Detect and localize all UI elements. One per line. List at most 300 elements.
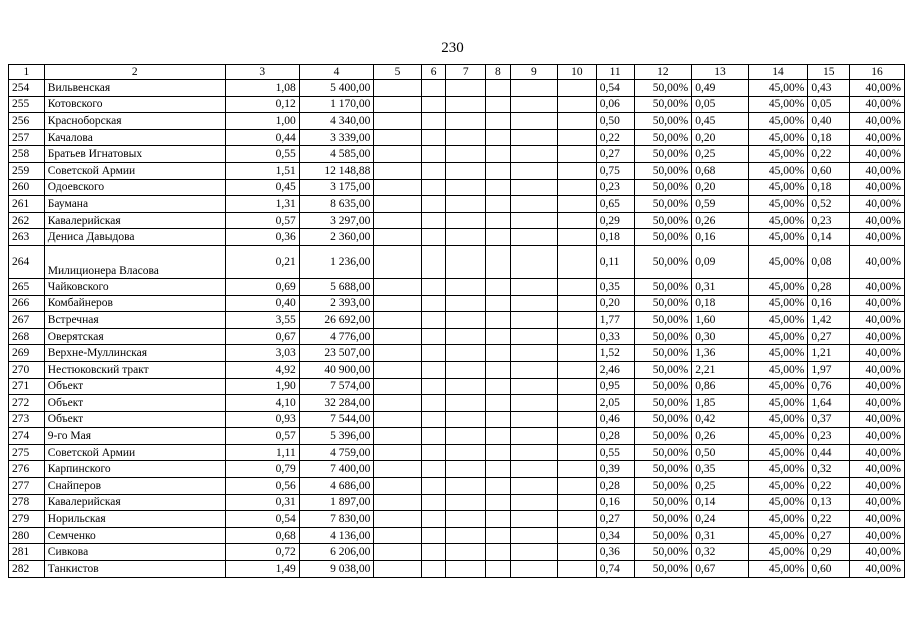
- empty-cell: [446, 544, 486, 561]
- value-cell: 1,90: [225, 378, 299, 395]
- empty-cell: [558, 444, 597, 461]
- value-cell: 0,40: [808, 113, 850, 130]
- value-cell: 50,00%: [634, 295, 692, 312]
- value-cell: 1,42: [808, 312, 850, 329]
- value-cell: 0,18: [808, 179, 850, 196]
- empty-cell: [485, 229, 510, 246]
- empty-cell: [558, 129, 597, 146]
- data-table: [8, 64, 905, 578]
- value-cell: 45,00%: [748, 428, 808, 445]
- column-number-cell: 5: [374, 65, 421, 80]
- empty-cell: [558, 80, 597, 97]
- empty-cell: [446, 179, 486, 196]
- value-cell: 0,50: [596, 113, 634, 130]
- value-cell: 0,22: [808, 146, 850, 163]
- empty-cell: [510, 494, 557, 511]
- empty-cell: [485, 444, 510, 461]
- table-row: [9, 544, 905, 561]
- value-cell: 0,68: [692, 162, 748, 179]
- value-cell: 0,34: [596, 527, 634, 544]
- row-number-cell: 275: [9, 444, 45, 461]
- value-cell: 45,00%: [748, 461, 808, 478]
- empty-cell: [374, 129, 421, 146]
- value-cell: 45,00%: [748, 328, 808, 345]
- empty-cell: [485, 345, 510, 362]
- empty-cell: [510, 312, 557, 329]
- value-cell: 50,00%: [634, 328, 692, 345]
- row-number-cell: 278: [9, 494, 45, 511]
- value-cell: 1,49: [225, 561, 299, 578]
- value-cell: 0,35: [692, 461, 748, 478]
- value-cell: 4,10: [225, 395, 299, 412]
- row-number-cell: 263: [9, 229, 45, 246]
- empty-cell: [510, 229, 557, 246]
- value-cell: 0,12: [225, 96, 299, 113]
- empty-cell: [446, 444, 486, 461]
- value-cell: 50,00%: [634, 146, 692, 163]
- value-cell: 50,00%: [634, 196, 692, 213]
- value-cell: 0,86: [692, 378, 748, 395]
- column-number-cell: 2: [44, 65, 225, 80]
- value-cell: 3 175,00: [299, 179, 374, 196]
- empty-cell: [374, 196, 421, 213]
- empty-cell: [374, 229, 421, 246]
- column-number-cell: 16: [850, 65, 905, 80]
- value-cell: 8 635,00: [299, 196, 374, 213]
- street-name-cell: Норильская: [44, 511, 225, 528]
- value-cell: 45,00%: [748, 544, 808, 561]
- table-row: [9, 212, 905, 229]
- value-cell: 40,00%: [850, 312, 905, 329]
- row-number-cell: 279: [9, 511, 45, 528]
- column-number-cell: 10: [558, 65, 597, 80]
- value-cell: 0,20: [692, 179, 748, 196]
- empty-cell: [446, 328, 486, 345]
- column-number-cell: 4: [299, 65, 374, 80]
- value-cell: 0,36: [596, 544, 634, 561]
- value-cell: 0,37: [808, 411, 850, 428]
- value-cell: 3,03: [225, 345, 299, 362]
- value-cell: 0,28: [596, 428, 634, 445]
- empty-cell: [446, 361, 486, 378]
- column-number-cell: 9: [510, 65, 557, 80]
- empty-cell: [510, 511, 557, 528]
- row-number-cell: 260: [9, 179, 45, 196]
- empty-cell: [421, 511, 446, 528]
- empty-cell: [446, 245, 486, 278]
- value-cell: 1,85: [692, 395, 748, 412]
- table-row: [9, 561, 905, 578]
- empty-cell: [421, 212, 446, 229]
- table-row: [9, 345, 905, 362]
- value-cell: 40,00%: [850, 113, 905, 130]
- value-cell: 5 400,00: [299, 80, 374, 97]
- street-name-cell: Качалова: [44, 129, 225, 146]
- table-row: [9, 378, 905, 395]
- empty-cell: [374, 328, 421, 345]
- value-cell: 40,00%: [850, 478, 905, 495]
- value-cell: 0,27: [808, 527, 850, 544]
- row-number-cell: 261: [9, 196, 45, 213]
- value-cell: 0,23: [596, 179, 634, 196]
- value-cell: 0,05: [692, 96, 748, 113]
- empty-cell: [558, 561, 597, 578]
- value-cell: 40,00%: [850, 129, 905, 146]
- value-cell: 0,36: [225, 229, 299, 246]
- empty-cell: [558, 345, 597, 362]
- value-cell: 0,27: [596, 146, 634, 163]
- value-cell: 50,00%: [634, 561, 692, 578]
- value-cell: 40,00%: [850, 561, 905, 578]
- empty-cell: [558, 295, 597, 312]
- empty-cell: [421, 229, 446, 246]
- value-cell: 0,55: [225, 146, 299, 163]
- street-name-cell: Сивкова: [44, 544, 225, 561]
- value-cell: 1,97: [808, 361, 850, 378]
- empty-cell: [421, 461, 446, 478]
- value-cell: 45,00%: [748, 96, 808, 113]
- value-cell: 0,25: [692, 146, 748, 163]
- street-name-cell: 9-го Мая: [44, 428, 225, 445]
- value-cell: 50,00%: [634, 361, 692, 378]
- empty-cell: [421, 478, 446, 495]
- empty-cell: [421, 494, 446, 511]
- value-cell: 50,00%: [634, 378, 692, 395]
- value-cell: 50,00%: [634, 278, 692, 295]
- value-cell: 45,00%: [748, 196, 808, 213]
- row-number-cell: 258: [9, 146, 45, 163]
- value-cell: 45,00%: [748, 80, 808, 97]
- empty-cell: [558, 511, 597, 528]
- value-cell: 0,11: [596, 245, 634, 278]
- street-name-cell: Вильвенская: [44, 80, 225, 97]
- empty-cell: [558, 544, 597, 561]
- value-cell: 0,28: [596, 478, 634, 495]
- row-number-cell: 273: [9, 411, 45, 428]
- value-cell: 45,00%: [748, 129, 808, 146]
- value-cell: 0,45: [225, 179, 299, 196]
- empty-cell: [374, 527, 421, 544]
- empty-cell: [485, 278, 510, 295]
- empty-cell: [421, 444, 446, 461]
- empty-cell: [558, 361, 597, 378]
- value-cell: 45,00%: [748, 162, 808, 179]
- empty-cell: [374, 561, 421, 578]
- empty-cell: [374, 378, 421, 395]
- empty-cell: [558, 428, 597, 445]
- empty-cell: [510, 196, 557, 213]
- value-cell: 50,00%: [634, 229, 692, 246]
- value-cell: 0,44: [225, 129, 299, 146]
- empty-cell: [374, 494, 421, 511]
- value-cell: 26 692,00: [299, 312, 374, 329]
- column-number-cell: 3: [225, 65, 299, 80]
- value-cell: 40,00%: [850, 411, 905, 428]
- value-cell: 0,33: [596, 328, 634, 345]
- value-cell: 50,00%: [634, 245, 692, 278]
- value-cell: 1 897,00: [299, 494, 374, 511]
- value-cell: 0,20: [596, 295, 634, 312]
- value-cell: 0,08: [808, 245, 850, 278]
- value-cell: 40,00%: [850, 245, 905, 278]
- table-row: [9, 96, 905, 113]
- value-cell: 0,54: [596, 80, 634, 97]
- value-cell: 45,00%: [748, 312, 808, 329]
- empty-cell: [374, 411, 421, 428]
- value-cell: 0,30: [692, 328, 748, 345]
- empty-cell: [446, 229, 486, 246]
- empty-cell: [446, 146, 486, 163]
- value-cell: 0,06: [596, 96, 634, 113]
- value-cell: 0,50: [692, 444, 748, 461]
- value-cell: 50,00%: [634, 527, 692, 544]
- empty-cell: [374, 162, 421, 179]
- value-cell: 40,00%: [850, 179, 905, 196]
- value-cell: 0,09: [692, 245, 748, 278]
- empty-cell: [421, 295, 446, 312]
- column-number-cell: 1: [9, 65, 45, 80]
- empty-cell: [510, 428, 557, 445]
- table-row: [9, 295, 905, 312]
- empty-cell: [421, 361, 446, 378]
- street-name-cell: Одоевского: [44, 179, 225, 196]
- empty-cell: [446, 113, 486, 130]
- value-cell: 45,00%: [748, 395, 808, 412]
- value-cell: 2 360,00: [299, 229, 374, 246]
- value-cell: 50,00%: [634, 80, 692, 97]
- value-cell: 0,16: [808, 295, 850, 312]
- column-number-cell: 11: [596, 65, 634, 80]
- value-cell: 0,74: [596, 561, 634, 578]
- empty-cell: [485, 361, 510, 378]
- column-number-cell: 12: [634, 65, 692, 80]
- value-cell: 0,40: [225, 295, 299, 312]
- table-row: [9, 245, 905, 278]
- empty-cell: [510, 544, 557, 561]
- street-name-cell: Снайперов: [44, 478, 225, 495]
- empty-cell: [421, 245, 446, 278]
- value-cell: 3 297,00: [299, 212, 374, 229]
- street-name-cell: Танкистов: [44, 561, 225, 578]
- empty-cell: [446, 345, 486, 362]
- empty-cell: [510, 478, 557, 495]
- table-row: [9, 328, 905, 345]
- column-number-cell: 14: [748, 65, 808, 80]
- value-cell: 40,00%: [850, 328, 905, 345]
- empty-cell: [374, 428, 421, 445]
- street-name-cell: Братьев Игнатовых: [44, 146, 225, 163]
- empty-cell: [558, 395, 597, 412]
- empty-cell: [374, 544, 421, 561]
- empty-cell: [374, 312, 421, 329]
- value-cell: 0,24: [692, 511, 748, 528]
- value-cell: 50,00%: [634, 129, 692, 146]
- table-row: [9, 80, 905, 97]
- empty-cell: [446, 278, 486, 295]
- value-cell: 0,27: [596, 511, 634, 528]
- empty-cell: [558, 113, 597, 130]
- row-number-cell: 277: [9, 478, 45, 495]
- empty-cell: [446, 312, 486, 329]
- value-cell: 0,31: [692, 527, 748, 544]
- table-row: [9, 179, 905, 196]
- street-name-cell: Советской Армии: [44, 444, 225, 461]
- empty-cell: [374, 80, 421, 97]
- empty-cell: [374, 179, 421, 196]
- street-name-cell: Чайковского: [44, 278, 225, 295]
- table-row: [9, 146, 905, 163]
- empty-cell: [446, 378, 486, 395]
- empty-cell: [558, 461, 597, 478]
- empty-cell: [485, 328, 510, 345]
- empty-cell: [485, 96, 510, 113]
- value-cell: 50,00%: [634, 478, 692, 495]
- table-row: [9, 411, 905, 428]
- value-cell: 0,20: [692, 129, 748, 146]
- value-cell: 0,60: [808, 561, 850, 578]
- empty-cell: [510, 129, 557, 146]
- value-cell: 4 759,00: [299, 444, 374, 461]
- value-cell: 1,51: [225, 162, 299, 179]
- value-cell: 45,00%: [748, 361, 808, 378]
- value-cell: 40 900,00: [299, 361, 374, 378]
- empty-cell: [374, 212, 421, 229]
- empty-cell: [421, 328, 446, 345]
- row-number-cell: 264: [9, 245, 45, 278]
- empty-cell: [446, 478, 486, 495]
- empty-cell: [558, 312, 597, 329]
- row-number-cell: 280: [9, 527, 45, 544]
- empty-cell: [421, 146, 446, 163]
- empty-cell: [558, 478, 597, 495]
- value-cell: 7 574,00: [299, 378, 374, 395]
- empty-cell: [485, 179, 510, 196]
- empty-cell: [558, 245, 597, 278]
- value-cell: 0,45: [692, 113, 748, 130]
- value-cell: 40,00%: [850, 212, 905, 229]
- empty-cell: [446, 527, 486, 544]
- value-cell: 45,00%: [748, 527, 808, 544]
- empty-cell: [558, 378, 597, 395]
- value-cell: 0,21: [225, 245, 299, 278]
- empty-cell: [558, 196, 597, 213]
- value-cell: 0,22: [808, 511, 850, 528]
- value-cell: 0,23: [808, 428, 850, 445]
- value-cell: 1,21: [808, 345, 850, 362]
- value-cell: 0,27: [808, 328, 850, 345]
- value-cell: 0,56: [225, 478, 299, 495]
- empty-cell: [510, 411, 557, 428]
- empty-cell: [510, 444, 557, 461]
- empty-cell: [374, 395, 421, 412]
- table-row: [9, 395, 905, 412]
- row-number-cell: 282: [9, 561, 45, 578]
- empty-cell: [374, 444, 421, 461]
- empty-cell: [485, 544, 510, 561]
- value-cell: 1,08: [225, 80, 299, 97]
- street-name-cell: Красноборская: [44, 113, 225, 130]
- table-row: [9, 113, 905, 130]
- value-cell: 0,16: [692, 229, 748, 246]
- empty-cell: [421, 312, 446, 329]
- value-cell: 45,00%: [748, 561, 808, 578]
- value-cell: 40,00%: [850, 295, 905, 312]
- row-number-cell: 255: [9, 96, 45, 113]
- value-cell: 1 170,00: [299, 96, 374, 113]
- value-cell: 0,65: [596, 196, 634, 213]
- empty-cell: [374, 245, 421, 278]
- empty-cell: [485, 511, 510, 528]
- empty-cell: [510, 278, 557, 295]
- value-cell: 50,00%: [634, 461, 692, 478]
- value-cell: 5 688,00: [299, 278, 374, 295]
- empty-cell: [510, 80, 557, 97]
- value-cell: 2,21: [692, 361, 748, 378]
- empty-cell: [421, 527, 446, 544]
- value-cell: 0,13: [808, 494, 850, 511]
- empty-cell: [485, 196, 510, 213]
- row-number-cell: 268: [9, 328, 45, 345]
- empty-cell: [510, 179, 557, 196]
- value-cell: 0,18: [596, 229, 634, 246]
- value-cell: 4,92: [225, 361, 299, 378]
- value-cell: 40,00%: [850, 461, 905, 478]
- empty-cell: [510, 328, 557, 345]
- empty-cell: [485, 494, 510, 511]
- value-cell: 9 038,00: [299, 561, 374, 578]
- row-number-cell: 269: [9, 345, 45, 362]
- value-cell: 3 339,00: [299, 129, 374, 146]
- street-name-cell: Советской Армии: [44, 162, 225, 179]
- street-name-cell: Встречная: [44, 312, 225, 329]
- table-row: [9, 162, 905, 179]
- empty-cell: [374, 361, 421, 378]
- value-cell: 40,00%: [850, 361, 905, 378]
- value-cell: 40,00%: [850, 494, 905, 511]
- value-cell: 1,52: [596, 345, 634, 362]
- value-cell: 0,57: [225, 212, 299, 229]
- empty-cell: [421, 179, 446, 196]
- empty-cell: [558, 146, 597, 163]
- value-cell: 3,55: [225, 312, 299, 329]
- value-cell: 1,36: [692, 345, 748, 362]
- value-cell: 4 136,00: [299, 527, 374, 544]
- table-body: [9, 65, 905, 578]
- street-name-cell: Объект: [44, 411, 225, 428]
- value-cell: 45,00%: [748, 229, 808, 246]
- value-cell: 0,95: [596, 378, 634, 395]
- value-cell: 0,75: [596, 162, 634, 179]
- value-cell: 4 686,00: [299, 478, 374, 495]
- empty-cell: [485, 378, 510, 395]
- empty-cell: [510, 146, 557, 163]
- value-cell: 50,00%: [634, 312, 692, 329]
- empty-cell: [485, 428, 510, 445]
- table-row: [9, 361, 905, 378]
- value-cell: 1 236,00: [299, 245, 374, 278]
- value-cell: 0,22: [808, 478, 850, 495]
- empty-cell: [510, 461, 557, 478]
- street-name-cell: Кавалерийская: [44, 494, 225, 511]
- value-cell: 0,32: [808, 461, 850, 478]
- empty-cell: [374, 345, 421, 362]
- value-cell: 0,72: [225, 544, 299, 561]
- empty-cell: [374, 478, 421, 495]
- empty-cell: [421, 113, 446, 130]
- value-cell: 0,67: [692, 561, 748, 578]
- value-cell: 40,00%: [850, 229, 905, 246]
- value-cell: 40,00%: [850, 278, 905, 295]
